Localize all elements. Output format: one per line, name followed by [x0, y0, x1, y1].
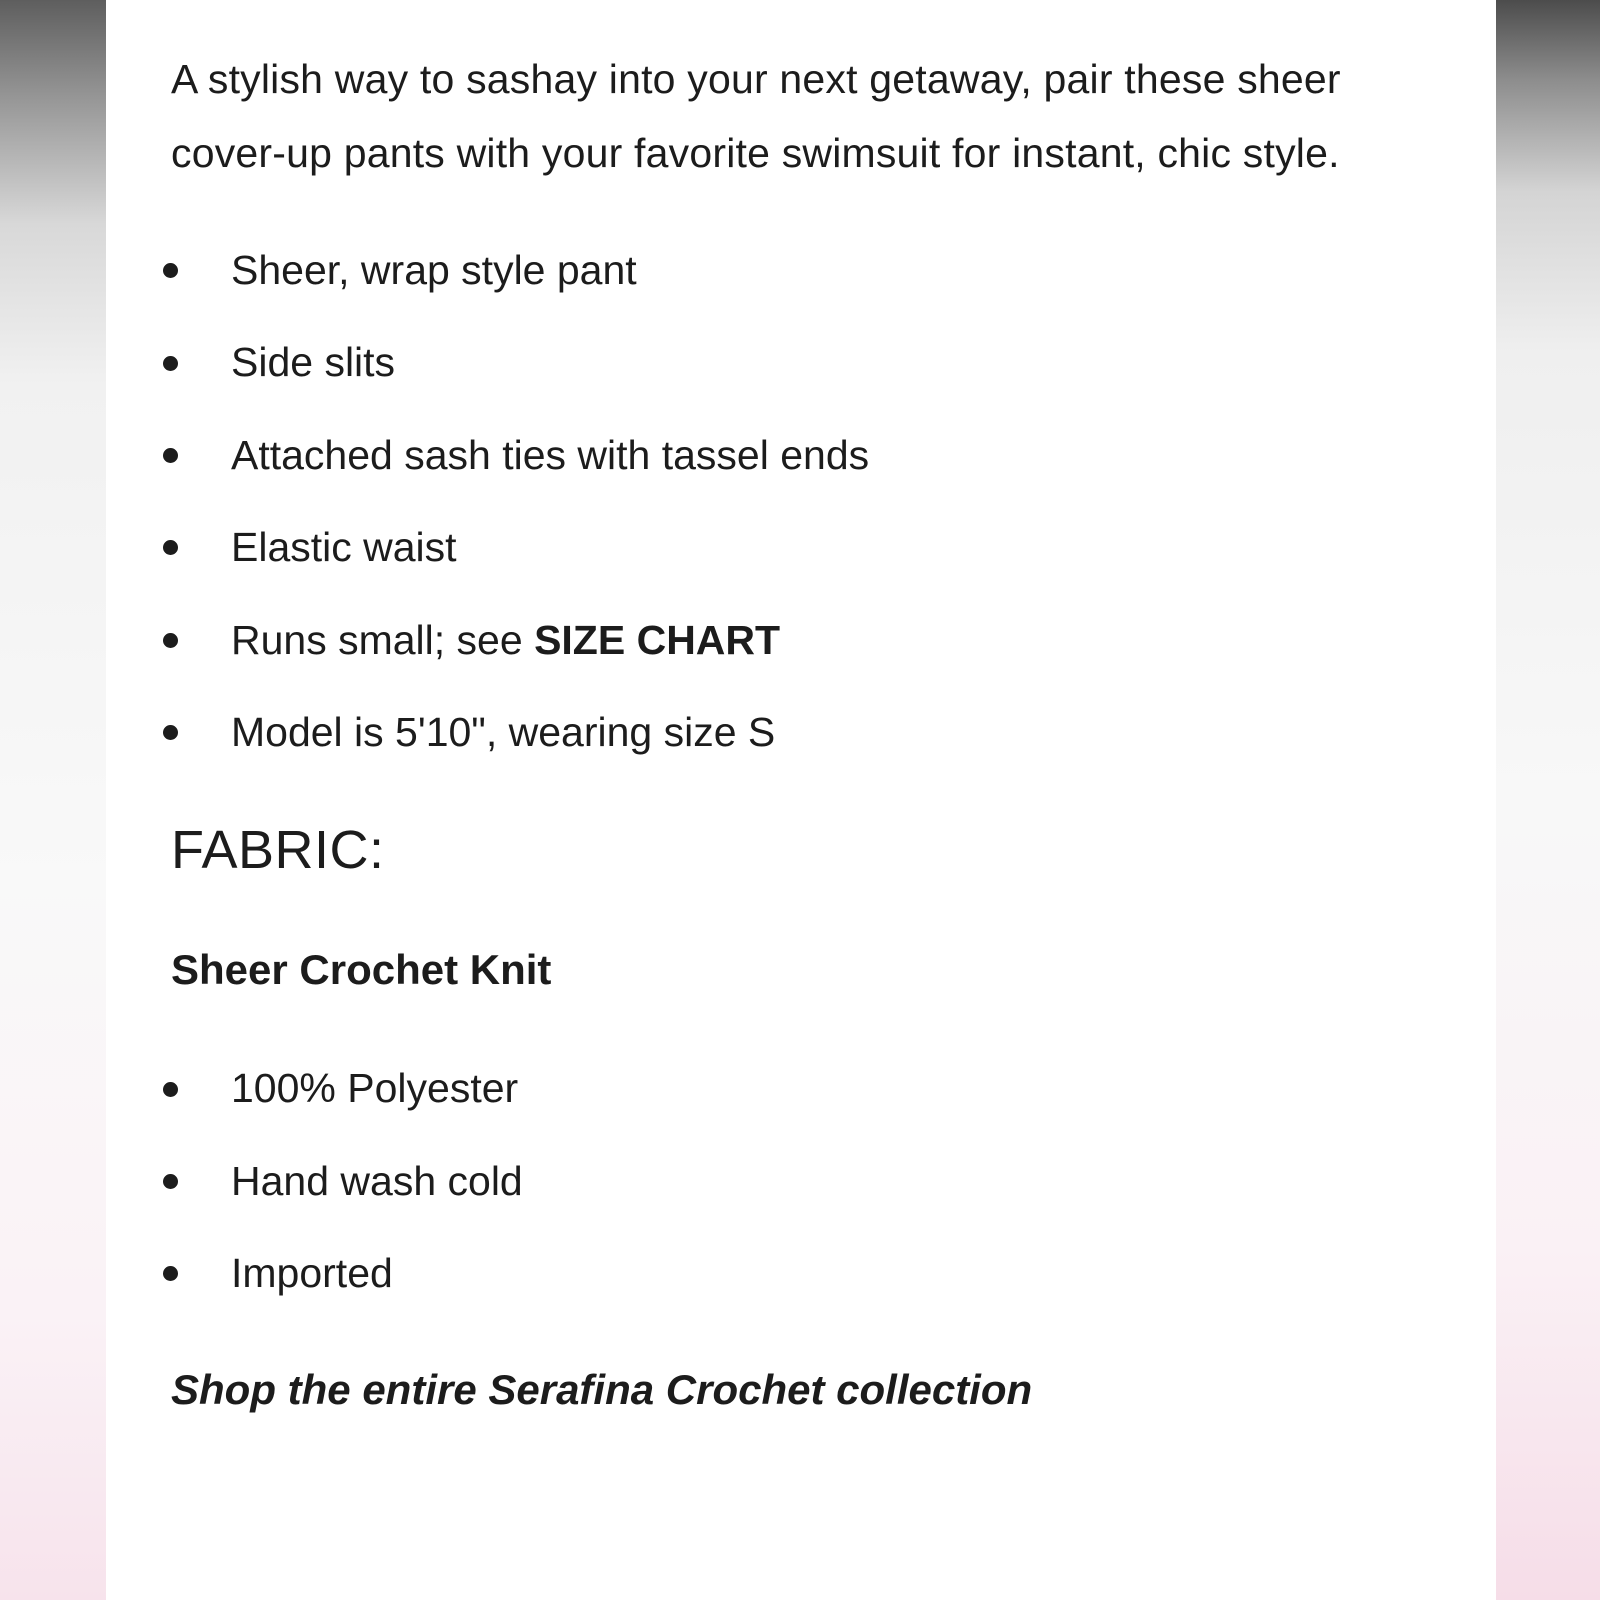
bullet-icon: [163, 540, 178, 555]
bullet-icon: [163, 356, 178, 371]
backdrop-left: [0, 0, 106, 1600]
size-note-text: Runs small; see: [231, 616, 535, 663]
bullet-icon: [163, 1174, 178, 1189]
feature-text: Side slits: [231, 339, 396, 386]
fabric-name: Sheer Crochet Knit: [171, 946, 552, 994]
bullet-icon: [163, 725, 178, 740]
fabric-detail-text: 100% Polyester: [231, 1065, 519, 1112]
bullet-icon: [163, 448, 178, 463]
shop-collection-link[interactable]: Shop the entire Serafina Crochet collection: [171, 1365, 1033, 1413]
bullet-icon: [163, 1266, 178, 1281]
list-item: [171, 594, 1431, 686]
bullet-icon: [163, 1082, 178, 1097]
list-item: [171, 1135, 1431, 1227]
list-item: [171, 316, 1431, 408]
fabric-heading: FABRIC:: [171, 820, 385, 881]
list-item: [171, 501, 1431, 593]
feature-list: [171, 224, 1431, 778]
feature-text: Attached sash ties with tassel ends: [231, 431, 870, 478]
backdrop-right: [1496, 0, 1600, 1600]
fabric-details-list: [171, 1042, 1431, 1319]
size-chart-link[interactable]: SIZE CHART: [534, 616, 781, 663]
product-description: [171, 42, 1431, 1420]
intro-paragraph: A stylish way to sashay into your next getaway, pair these sheer cover-up pants with your favorite swimsuit for instant, chic style.: [171, 56, 1341, 176]
product-description-card: [106, 0, 1496, 1600]
list-item: [171, 1227, 1431, 1319]
list-item: [171, 1042, 1431, 1134]
feature-text: Sheer, wrap style pant: [231, 247, 637, 293]
feature-text: Elastic waist: [231, 524, 457, 571]
fabric-detail-text: Imported: [231, 1250, 393, 1297]
list-item: [171, 224, 1431, 316]
fabric-detail-text: Hand wash cold: [231, 1157, 523, 1204]
model-note-text: Model is 5'10", wearing size S: [231, 708, 776, 755]
bullet-icon: [163, 633, 178, 648]
bullet-icon: [163, 263, 178, 278]
list-item: [171, 686, 1431, 778]
list-item: [171, 409, 1431, 501]
